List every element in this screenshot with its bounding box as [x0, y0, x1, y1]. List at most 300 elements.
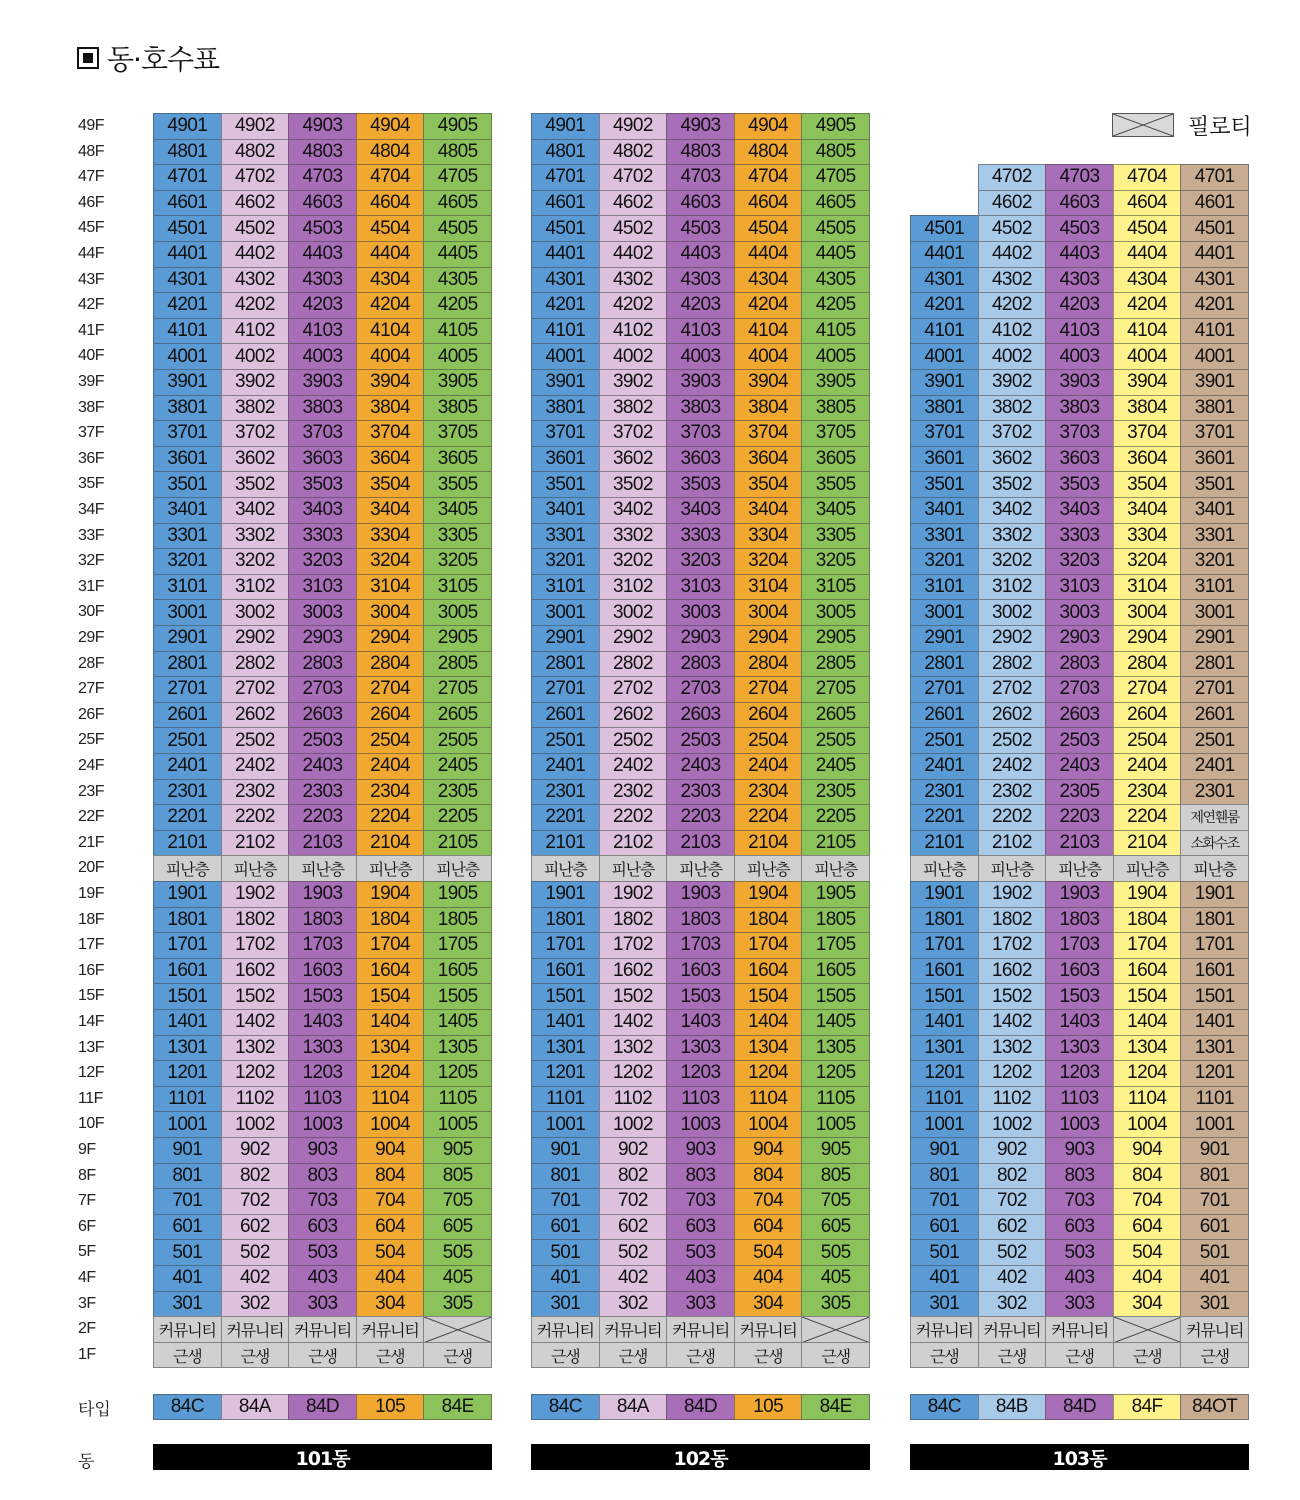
unit-cell: 1902 [599, 881, 668, 908]
unit-cell: 3903 [1045, 369, 1114, 396]
unit-cell: 302 [221, 1291, 290, 1318]
unit-cell: 2804 [734, 651, 803, 678]
unit-cell: 1704 [356, 932, 425, 959]
unit-cell: 4703 [1045, 164, 1114, 191]
unit-cell: 3601 [910, 446, 979, 473]
floor-label: 49F [78, 117, 105, 134]
unit-cell: 4304 [1113, 267, 1182, 294]
unit-cell: 1102 [599, 1086, 668, 1113]
unit-cell: 3201 [531, 548, 600, 575]
unit-cell: 2802 [221, 651, 290, 678]
unit-cell: 2302 [978, 779, 1047, 806]
unit-cell: 4104 [734, 318, 803, 345]
community-cell: 커뮤니티 [221, 1316, 290, 1343]
floor-label: 18F [78, 910, 105, 928]
unit-cell: 1402 [221, 1009, 290, 1036]
refuge-floor-cell: 피난층 [1180, 855, 1249, 882]
unit-cell: 4405 [801, 241, 870, 268]
unit-cell: 4603 [288, 190, 357, 217]
type-cell: 84F [1113, 1394, 1182, 1420]
unit-cell: 2702 [599, 676, 668, 703]
unit-cell: 2601 [910, 702, 979, 729]
unit-cell: 2903 [288, 625, 357, 652]
unit-cell: 2704 [1113, 676, 1182, 703]
unit-cell: 1201 [1180, 1060, 1249, 1087]
unit-cell: 3302 [978, 523, 1047, 550]
unit-cell: 2904 [356, 625, 425, 652]
unit-cell: 4301 [153, 267, 222, 294]
unit-cell: 2905 [801, 625, 870, 652]
unit-cell: 1805 [423, 907, 492, 934]
unit-cell: 702 [221, 1188, 290, 1215]
retail-cell: 근생 [288, 1342, 357, 1369]
retail-cell: 근생 [531, 1342, 600, 1369]
floor-label: 21F [78, 833, 105, 851]
unit-cell: 904 [356, 1137, 425, 1164]
unit-cell: 3305 [801, 523, 870, 550]
unit-cell: 3902 [599, 369, 668, 396]
unit-cell: 3903 [666, 369, 735, 396]
unit-cell: 2501 [1180, 727, 1249, 754]
unit-cell: 1103 [1045, 1086, 1114, 1113]
refuge-floor-cell: 피난층 [599, 855, 668, 882]
unit-cell: 1101 [153, 1086, 222, 1113]
unit-cell: 1505 [423, 983, 492, 1010]
unit-cell: 4901 [153, 113, 222, 140]
unit-cell: 2802 [978, 651, 1047, 678]
unit-cell: 4401 [531, 241, 600, 268]
unit-cell: 1301 [910, 1035, 979, 1062]
unit-cell: 902 [221, 1137, 290, 1164]
unit-cell: 3005 [801, 599, 870, 626]
retail-cell: 근생 [734, 1342, 803, 1369]
unit-cell: 2401 [531, 753, 600, 780]
type-cell: 105 [356, 1394, 425, 1420]
unit-cell: 704 [356, 1188, 425, 1215]
unit-cell: 2803 [666, 651, 735, 678]
unit-cell: 4403 [1045, 241, 1114, 268]
unit-cell: 2303 [288, 779, 357, 806]
unit-cell: 2304 [734, 779, 803, 806]
unit-cell: 2801 [910, 651, 979, 678]
unit-cell: 1801 [153, 907, 222, 934]
unit-cell: 1804 [356, 907, 425, 934]
floor-label: 9F [78, 1141, 96, 1158]
unit-cell: 403 [1045, 1265, 1114, 1292]
unit-cell: 404 [356, 1265, 425, 1292]
page-title-text: 동·호수표 [107, 43, 220, 76]
unit-cell: 3004 [734, 599, 803, 626]
floor-label: 31F [78, 577, 105, 595]
unit-cell: 1103 [666, 1086, 735, 1113]
unit-cell: 301 [153, 1291, 222, 1318]
unit-cell: 1201 [910, 1060, 979, 1087]
floor-label: 28F [78, 654, 105, 672]
unit-cell: 4003 [1045, 343, 1114, 370]
unit-cell: 4701 [1180, 164, 1249, 191]
unit-cell: 3801 [153, 395, 222, 422]
unit-cell: 603 [666, 1214, 735, 1241]
unit-cell: 소화수조 [1180, 830, 1249, 857]
unit-cell: 3604 [1113, 446, 1182, 473]
unit-cell: 1604 [356, 958, 425, 985]
unit-cell: 4403 [666, 241, 735, 268]
unit-cell: 4601 [531, 190, 600, 217]
unit-cell: 4902 [221, 113, 290, 140]
unit-cell: 3204 [1113, 548, 1182, 575]
unit-cell: 2902 [599, 625, 668, 652]
unit-cell: 2203 [666, 804, 735, 831]
unit-cell: 4503 [666, 215, 735, 242]
unit-cell: 1801 [910, 907, 979, 934]
unit-cell: 2604 [734, 702, 803, 729]
unit-cell: 701 [531, 1188, 600, 1215]
unit-cell: 4805 [801, 139, 870, 166]
unit-cell: 1602 [599, 958, 668, 985]
unit-cell: 404 [734, 1265, 803, 1292]
unit-cell: 2401 [1180, 753, 1249, 780]
unit-cell: 404 [1113, 1265, 1182, 1292]
unit-cell: 502 [978, 1239, 1047, 1266]
unit-cell: 3103 [666, 574, 735, 601]
unit-cell: 4001 [153, 343, 222, 370]
unit-cell: 705 [423, 1188, 492, 1215]
dong-row-label: 동 [78, 1452, 95, 1472]
unit-cell: 1601 [153, 958, 222, 985]
unit-cell: 1301 [531, 1035, 600, 1062]
unit-cell: 3405 [423, 497, 492, 524]
unit-cell: 3901 [1180, 369, 1249, 396]
unit-cell: 4004 [356, 343, 425, 370]
unit-cell: 4201 [910, 292, 979, 319]
unit-cell: 803 [1045, 1163, 1114, 1190]
unit-cell: 4301 [1180, 267, 1249, 294]
unit-cell: 3904 [356, 369, 425, 396]
unit-cell: 502 [599, 1239, 668, 1266]
unit-cell: 4303 [288, 267, 357, 294]
unit-cell: 2403 [666, 753, 735, 780]
unit-cell: 3204 [356, 548, 425, 575]
unit-cell: 1605 [423, 958, 492, 985]
unit-cell: 4305 [801, 267, 870, 294]
unit-cell: 3002 [599, 599, 668, 626]
retail-cell: 근생 [1045, 1342, 1114, 1369]
unit-cell: 3303 [666, 523, 735, 550]
unit-cell: 4604 [1113, 190, 1182, 217]
unit-cell: 4201 [153, 292, 222, 319]
unit-cell: 2201 [531, 804, 600, 831]
unit-cell: 3202 [978, 548, 1047, 575]
unit-cell: 1003 [1045, 1111, 1114, 1138]
type-cell: 84C [910, 1394, 979, 1420]
floor2-cell-pilotis-icon [801, 1316, 870, 1343]
unit-cell: 1303 [1045, 1035, 1114, 1062]
unit-cell: 3905 [423, 369, 492, 396]
unit-cell: 405 [423, 1265, 492, 1292]
unit-cell: 804 [1113, 1163, 1182, 1190]
unit-cell: 401 [1180, 1265, 1249, 1292]
unit-cell: 2301 [153, 779, 222, 806]
unit-cell: 3405 [801, 497, 870, 524]
unit-cell: 3601 [153, 446, 222, 473]
unit-cell: 3905 [801, 369, 870, 396]
unit-cell: 4702 [221, 164, 290, 191]
unit-cell: 2204 [356, 804, 425, 831]
type-cell: 84D [1045, 1394, 1114, 1420]
floor-label: 33F [78, 526, 105, 544]
unit-cell: 301 [1180, 1291, 1249, 1318]
unit-cell: 3004 [1113, 599, 1182, 626]
unit-cell: 1001 [1180, 1111, 1249, 1138]
unit-cell: 1701 [153, 932, 222, 959]
unit-cell: 4901 [531, 113, 600, 140]
unit-cell: 605 [423, 1214, 492, 1241]
unit-cell: 601 [153, 1214, 222, 1241]
unit-cell: 4003 [666, 343, 735, 370]
unit-cell: 3502 [978, 471, 1047, 498]
unit-cell: 2901 [910, 625, 979, 652]
floor-label: 13F [78, 1038, 105, 1056]
unit-cell: 1602 [978, 958, 1047, 985]
unit-cell: 3602 [599, 446, 668, 473]
unit-cell: 4402 [599, 241, 668, 268]
unit-cell: 2502 [221, 727, 290, 754]
unit-cell: 1105 [801, 1086, 870, 1113]
unit-cell: 803 [288, 1163, 357, 1190]
unit-cell: 3103 [1045, 574, 1114, 601]
unit-cell: 2503 [1045, 727, 1114, 754]
floor-label: 4F [78, 1269, 96, 1286]
unit-cell: 503 [666, 1239, 735, 1266]
unit-cell: 4301 [910, 267, 979, 294]
unit-cell: 2101 [910, 830, 979, 857]
unit-cell: 1502 [599, 983, 668, 1010]
unit-cell: 3203 [288, 548, 357, 575]
unit-cell: 4301 [531, 267, 600, 294]
unit-cell: 1503 [1045, 983, 1114, 1010]
unit-cell: 2702 [978, 676, 1047, 703]
unit-cell: 1103 [288, 1086, 357, 1113]
unit-cell: 4601 [1180, 190, 1249, 217]
unit-cell: 1003 [288, 1111, 357, 1138]
unit-cell: 3601 [1180, 446, 1249, 473]
unit-cell: 4804 [356, 139, 425, 166]
unit-cell: 2503 [666, 727, 735, 754]
unit-cell: 2303 [666, 779, 735, 806]
unit-cell: 1404 [734, 1009, 803, 1036]
retail-cell: 근생 [666, 1342, 735, 1369]
unit-cell: 1404 [1113, 1009, 1182, 1036]
unit-cell: 1105 [423, 1086, 492, 1113]
unit-cell: 2502 [978, 727, 1047, 754]
unit-cell: 4905 [801, 113, 870, 140]
retail-cell: 근생 [1180, 1342, 1249, 1369]
unit-cell: 3605 [801, 446, 870, 473]
floor-label: 34F [78, 501, 105, 518]
unit-cell: 3804 [734, 395, 803, 422]
unit-cell: 2202 [221, 804, 290, 831]
unit-cell: 4302 [221, 267, 290, 294]
unit-cell: 3503 [666, 471, 735, 498]
unit-cell: 1603 [1045, 958, 1114, 985]
floor-label: 19F [78, 885, 105, 902]
unit-cell: 1801 [1180, 907, 1249, 934]
floor-label: 40F [78, 347, 105, 365]
unit-cell: 2804 [1113, 651, 1182, 678]
unit-cell: 3701 [910, 420, 979, 447]
unit-cell: 1905 [423, 881, 492, 908]
unit-cell: 3001 [1180, 599, 1249, 626]
unit-cell: 3101 [1180, 574, 1249, 601]
floor-label: 38F [78, 398, 105, 416]
unit-cell: 1604 [734, 958, 803, 985]
unit-cell: 1501 [1180, 983, 1249, 1010]
unit-cell: 4201 [531, 292, 600, 319]
unit-cell: 904 [734, 1137, 803, 1164]
legend-pilotis [1112, 111, 1252, 139]
unit-cell: 4401 [153, 241, 222, 268]
floor-label: 2F [78, 1320, 96, 1338]
unit-cell: 2901 [531, 625, 600, 652]
unit-cell: 2705 [801, 676, 870, 703]
unit-cell: 2402 [221, 753, 290, 780]
unit-cell: 3304 [1113, 523, 1182, 550]
unit-cell: 4402 [221, 241, 290, 268]
unit-cell: 1903 [288, 881, 357, 908]
unit-cell: 3902 [221, 369, 290, 396]
unit-cell: 3501 [1180, 471, 1249, 498]
unit-cell: 3301 [1180, 523, 1249, 550]
unit-cell: 301 [910, 1291, 979, 1318]
unit-cell: 701 [153, 1188, 222, 1215]
unit-cell: 1803 [288, 907, 357, 934]
unit-cell: 505 [423, 1239, 492, 1266]
unit-cell: 4703 [288, 164, 357, 191]
unit-cell: 1303 [666, 1035, 735, 1062]
type-cell: 84E [801, 1394, 870, 1420]
unit-cell: 604 [356, 1214, 425, 1241]
unit-cell: 4205 [423, 292, 492, 319]
unit-cell: 3202 [221, 548, 290, 575]
unit-cell: 702 [978, 1188, 1047, 1215]
unit-cell: 3401 [1180, 497, 1249, 524]
unit-cell: 2903 [1045, 625, 1114, 652]
unit-cell: 1204 [356, 1060, 425, 1087]
unit-cell: 1001 [910, 1111, 979, 1138]
unit-cell: 4304 [734, 267, 803, 294]
unit-cell: 3205 [801, 548, 870, 575]
unit-cell: 4702 [978, 164, 1047, 191]
floor-label: 10F [78, 1115, 105, 1133]
unit-cell: 905 [423, 1137, 492, 1164]
unit-cell: 2103 [666, 830, 735, 857]
unit-cell: 1802 [599, 907, 668, 934]
unit-cell: 3804 [356, 395, 425, 422]
floor-label: 27F [78, 680, 105, 698]
unit-cell: 604 [1113, 1214, 1182, 1241]
unit-cell: 2504 [356, 727, 425, 754]
unit-cell: 3001 [910, 599, 979, 626]
unit-cell: 1003 [666, 1111, 735, 1138]
floor-label: 20F [78, 859, 105, 877]
unit-cell: 3904 [1113, 369, 1182, 396]
community-cell: 커뮤니티 [153, 1316, 222, 1343]
unit-cell: 4802 [599, 139, 668, 166]
unit-cell: 2801 [153, 651, 222, 678]
unit-cell: 403 [288, 1265, 357, 1292]
unit-cell: 2901 [153, 625, 222, 652]
unit-cell: 1901 [153, 881, 222, 908]
unit-cell: 4501 [531, 215, 600, 242]
unit-cell: 1001 [153, 1111, 222, 1138]
unit-cell: 1602 [221, 958, 290, 985]
unit-cell: 4304 [356, 267, 425, 294]
unit-cell: 3304 [356, 523, 425, 550]
community-cell: 커뮤니티 [666, 1316, 735, 1343]
unit-cell: 4303 [666, 267, 735, 294]
unit-cell: 1802 [978, 907, 1047, 934]
unit-cell: 1804 [734, 907, 803, 934]
unit-cell: 1705 [423, 932, 492, 959]
unit-cell: 401 [910, 1265, 979, 1292]
unit-cell: 605 [801, 1214, 870, 1241]
floor-label: 43F [78, 270, 105, 288]
unit-cell: 4501 [153, 215, 222, 242]
unit-cell: 4505 [801, 215, 870, 242]
unit-cell: 1504 [1113, 983, 1182, 1010]
floor2-cell-pilotis-icon [1113, 1316, 1182, 1343]
unit-cell: 804 [734, 1163, 803, 1190]
unit-cell: 1401 [1180, 1009, 1249, 1036]
unit-cell: 1504 [734, 983, 803, 1010]
unit-cell: 4502 [221, 215, 290, 242]
floor2-cell-pilotis-icon [423, 1316, 492, 1343]
unit-cell: 604 [734, 1214, 803, 1241]
unit-cell: 2703 [1045, 676, 1114, 703]
unit-cell: 4904 [734, 113, 803, 140]
unit-cell: 3502 [221, 471, 290, 498]
unit-cell: 4704 [734, 164, 803, 191]
unit-cell: 2103 [1045, 830, 1114, 857]
unit-cell: 1202 [599, 1060, 668, 1087]
unit-cell: 2902 [221, 625, 290, 652]
unit-cell: 2201 [153, 804, 222, 831]
unit-cell: 1203 [1045, 1060, 1114, 1087]
unit-cell: 2405 [801, 753, 870, 780]
unit-cell: 3501 [153, 471, 222, 498]
floor-label: 1F [78, 1345, 96, 1363]
unit-cell: 2605 [801, 702, 870, 729]
unit-cell: 2905 [423, 625, 492, 652]
type-cell: 84C [153, 1394, 222, 1420]
unit-cell: 705 [801, 1188, 870, 1215]
unit-cell: 2605 [423, 702, 492, 729]
unit-cell: 2701 [153, 676, 222, 703]
unit-cell: 1801 [531, 907, 600, 934]
unit-cell: 3705 [423, 420, 492, 447]
unit-cell: 1102 [978, 1086, 1047, 1113]
unit-cell: 4404 [356, 241, 425, 268]
unit-cell: 3301 [531, 523, 600, 550]
unit-cell: 3604 [356, 446, 425, 473]
retail-cell: 근생 [153, 1342, 222, 1369]
unit-cell: 4405 [423, 241, 492, 268]
unit-cell: 1904 [734, 881, 803, 908]
unit-cell: 4001 [531, 343, 600, 370]
type-cell: 84D [666, 1394, 735, 1420]
unit-cell: 3702 [221, 420, 290, 447]
unit-cell: 1302 [599, 1035, 668, 1062]
